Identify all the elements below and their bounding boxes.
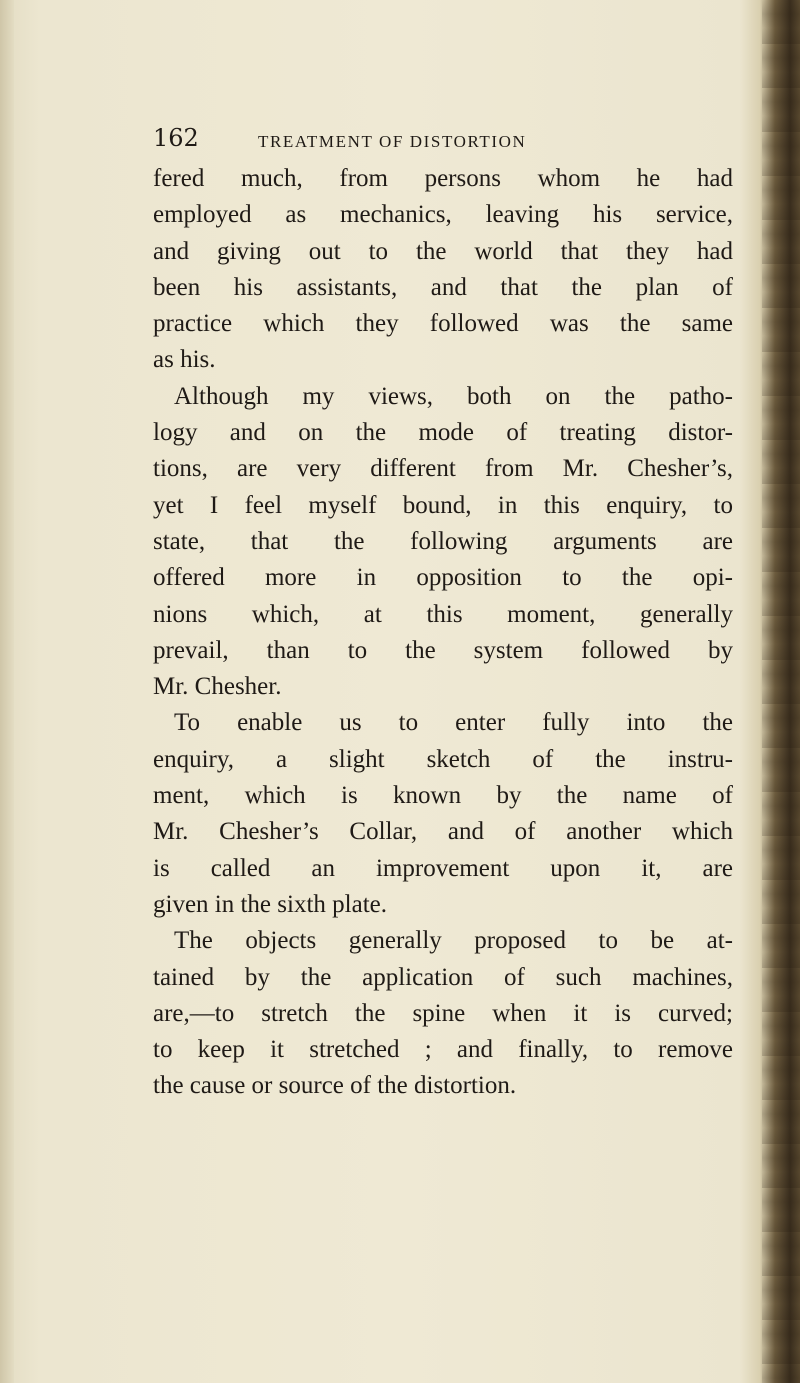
page-number: 162 xyxy=(153,124,199,152)
text-line: is called an improvement upon it, are xyxy=(153,854,733,882)
text-line: and giving out to the world that they had xyxy=(153,237,733,265)
text-line: practice which they followed was the same xyxy=(153,310,733,338)
text-line: Mr. Chesher. xyxy=(153,673,282,701)
text-line: ment, which is known by the name of xyxy=(153,782,733,810)
text-line: tained by the application of such machines, xyxy=(153,963,733,991)
text-line: offered more in opposition to the opi- xyxy=(153,564,733,592)
text-line: are,—to stretch the spine when it is curved; xyxy=(153,999,733,1027)
text-line: state, that the following arguments are xyxy=(153,527,733,555)
text-line: enquiry, a slight sketch of the instru- xyxy=(153,745,733,773)
body-text xyxy=(153,161,733,1105)
text-line: prevail, than to the system followed by xyxy=(153,636,733,664)
text-line: The objects generally proposed to be at- xyxy=(174,927,733,955)
text-line: yet I feel myself bound, in this enquiry, to xyxy=(153,491,733,519)
text-line: given in the sixth plate. xyxy=(153,890,387,918)
text-line: Mr. Chesher’s Collar, and of another which xyxy=(153,818,733,846)
text-line: as his. xyxy=(153,346,216,374)
text-line: employed as mechanics, leaving his service, xyxy=(153,201,733,229)
text-line: tions, are very different from Mr. Chesher’s, xyxy=(153,455,733,483)
running-head: TREATMENT OF DISTORTION xyxy=(258,132,527,151)
text-line: logy and on the mode of treating distor- xyxy=(153,419,733,447)
text-line: To enable us to enter fully into the xyxy=(174,709,733,737)
binding-gutter xyxy=(762,0,800,1383)
text-line: the cause or source of the distortion. xyxy=(153,1072,517,1100)
text-line: fered much, from persons whom he had xyxy=(153,165,733,192)
text-line: been his assistants, and that the plan of xyxy=(153,273,733,301)
page-left-edge xyxy=(0,0,14,1383)
text-line: nions which, at this moment, generally xyxy=(153,600,733,628)
text-line: Although my views, both on the patho- xyxy=(174,382,733,410)
text-line: to keep it stretched ; and finally, to remove xyxy=(153,1036,733,1064)
